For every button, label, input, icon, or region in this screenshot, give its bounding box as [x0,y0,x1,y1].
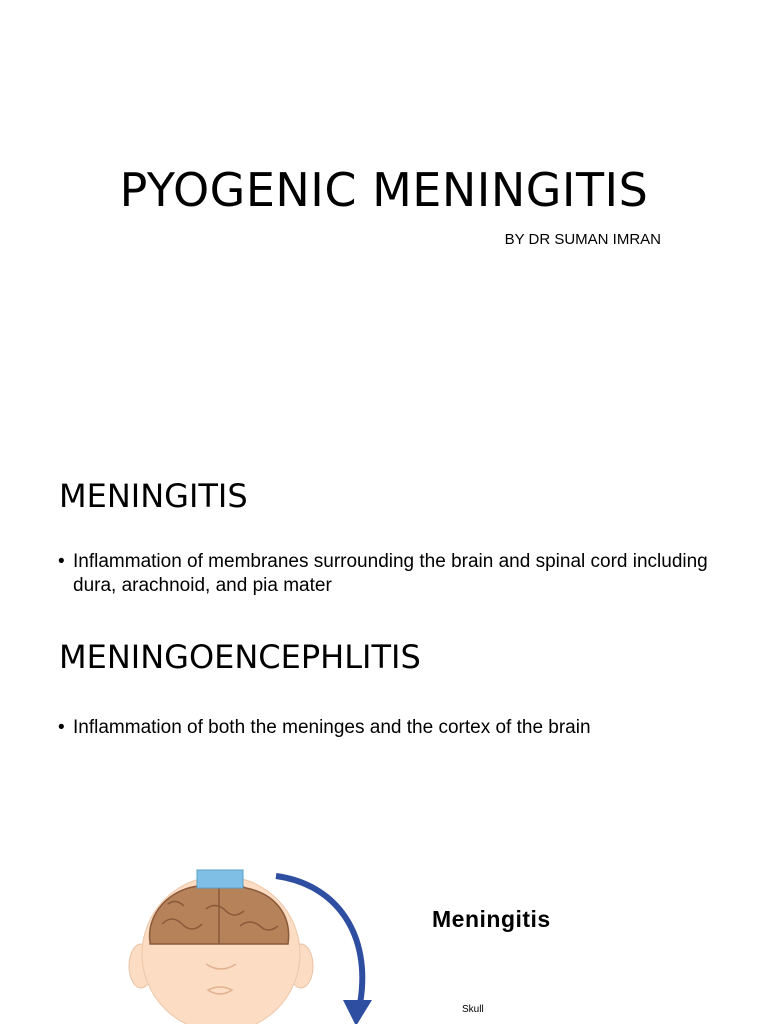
bullet-marker: • [58,717,65,738]
head-brain-illustration [0,864,768,1024]
meninges-highlight [197,870,243,888]
definitions-slide [0,432,768,864]
skull-label: Skull [462,1004,484,1015]
meningitis-definition [58,550,723,598]
meningoencephalitis-definition [58,716,723,740]
author-subtitle: BY DR SUMAN IMRAN [504,231,661,248]
illustration-slide [0,864,768,1024]
meningoencephalitis-heading: MENINGOENCEPHLITIS [59,638,421,676]
presentation-title: PYOGENIC MENINGITIS [119,163,649,217]
meningoencephalitis-definition-text: Inflammation of both the meninges and the cortex of the brain [73,717,591,738]
title-slide [0,0,768,432]
meningitis-definition-text: Inflammation of membranes surrounding the brain and spinal cord including dura, arachnoid, and pia mater [73,551,708,596]
arrow-head-icon [343,1000,372,1024]
meningitis-label: Meningitis [432,906,551,932]
bullet-marker: • [58,551,65,572]
meningitis-heading: MENINGITIS [59,477,248,515]
